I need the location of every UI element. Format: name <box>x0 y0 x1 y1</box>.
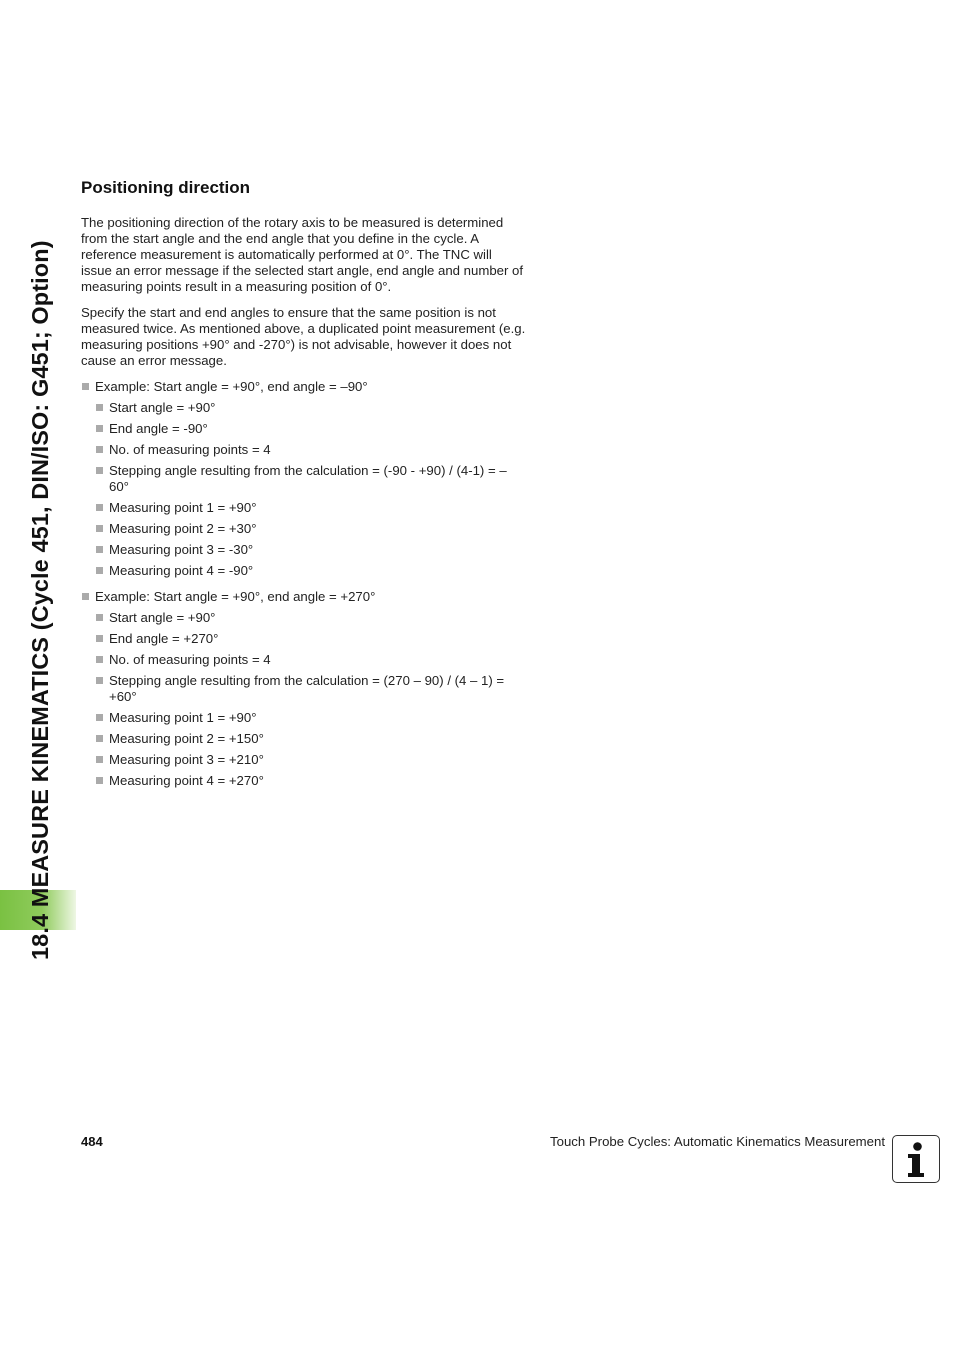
list-item-text: End angle = +270° <box>109 631 219 646</box>
list-item <box>95 631 526 647</box>
info-glyph <box>893 1136 938 1181</box>
list-item-text: No. of measuring points = 4 <box>109 442 271 457</box>
square-bullet-icon <box>96 756 103 763</box>
example-details-list <box>95 610 526 789</box>
list-item-text: Measuring point 2 = +30° <box>109 521 257 536</box>
square-bullet-icon <box>82 383 89 390</box>
list-item <box>95 463 526 495</box>
example-item <box>81 379 526 579</box>
square-bullet-icon <box>96 614 103 621</box>
list-item <box>95 542 526 558</box>
info-icon <box>892 1135 940 1183</box>
list-item <box>95 773 526 789</box>
example-item <box>81 589 526 789</box>
list-item-text: Measuring point 4 = +270° <box>109 773 264 788</box>
square-bullet-icon <box>96 567 103 574</box>
list-item <box>95 400 526 416</box>
examples-list <box>81 379 526 789</box>
list-item-text: Measuring point 4 = -90° <box>109 563 254 578</box>
list-item-text: Stepping angle resulting from the calculation = (270 – 90) / (4 – 1) = +60° <box>109 673 505 704</box>
list-item-text: Start angle = +90° <box>109 610 216 625</box>
list-item <box>95 731 526 747</box>
example-details-list <box>95 400 526 579</box>
list-item <box>95 421 526 437</box>
page-number: 484 <box>81 1134 103 1149</box>
square-bullet-icon <box>96 677 103 684</box>
list-item-text: Measuring point 1 = +90° <box>109 710 257 725</box>
list-item <box>95 652 526 668</box>
list-item <box>95 610 526 626</box>
list-item <box>95 752 526 768</box>
list-item-text: Measuring point 3 = -30° <box>109 542 254 557</box>
list-item <box>95 710 526 726</box>
list-item-text: Stepping angle resulting from the calculation = (-90 - +90) / (4-1) = –60° <box>109 463 507 494</box>
list-item <box>95 442 526 458</box>
square-bullet-icon <box>96 656 103 663</box>
example-label: Example: Start angle = +90°, end angle = –90° <box>95 379 368 394</box>
example-label: Example: Start angle = +90°, end angle = +270° <box>95 589 376 604</box>
square-bullet-icon <box>96 446 103 453</box>
list-item <box>95 563 526 579</box>
paragraph-2: Specify the start and end angles to ensure that the same position is not measured twice. As mentioned above, a duplicated point measurement (e.g. measuring positions +90° and -270°) is not advisable, however it does not cause an error message. <box>81 305 526 368</box>
square-bullet-icon <box>96 425 103 432</box>
list-item-text: No. of measuring points = 4 <box>109 652 271 667</box>
list-item-text: Measuring point 3 = +210° <box>109 752 264 767</box>
square-bullet-icon <box>96 735 103 742</box>
paragraph-1: The positioning direction of the rotary axis to be measured is determined from the start angle and the end angle that you define in the cycle. A reference measurement is automatically performed at 0°. The TNC will issue an error message if the selected start angle, end angle and number of measuring points result in a measuring position of 0°. <box>81 215 524 294</box>
footer-title: Touch Probe Cycles: Automatic Kinematics Measurement <box>550 1134 885 1149</box>
square-bullet-icon <box>96 777 103 784</box>
list-item <box>95 521 526 537</box>
list-item-text: Measuring point 2 = +150° <box>109 731 264 746</box>
chapter-side-title: 18.4 MEASURE KINEMATICS (Cycle 451, DIN/ISO: G451; Option) <box>27 240 53 960</box>
square-bullet-icon <box>82 593 89 600</box>
list-item <box>95 673 526 705</box>
main-content <box>81 178 526 799</box>
square-bullet-icon <box>96 546 103 553</box>
list-item-text: Measuring point 1 = +90° <box>109 500 257 515</box>
list-item-text: End angle = -90° <box>109 421 208 436</box>
section-heading: Positioning direction <box>81 178 251 197</box>
square-bullet-icon <box>96 504 103 511</box>
square-bullet-icon <box>96 635 103 642</box>
list-item <box>95 500 526 516</box>
square-bullet-icon <box>96 714 103 721</box>
list-item-text: Start angle = +90° <box>109 400 216 415</box>
square-bullet-icon <box>96 404 103 411</box>
square-bullet-icon <box>96 525 103 532</box>
square-bullet-icon <box>96 467 103 474</box>
